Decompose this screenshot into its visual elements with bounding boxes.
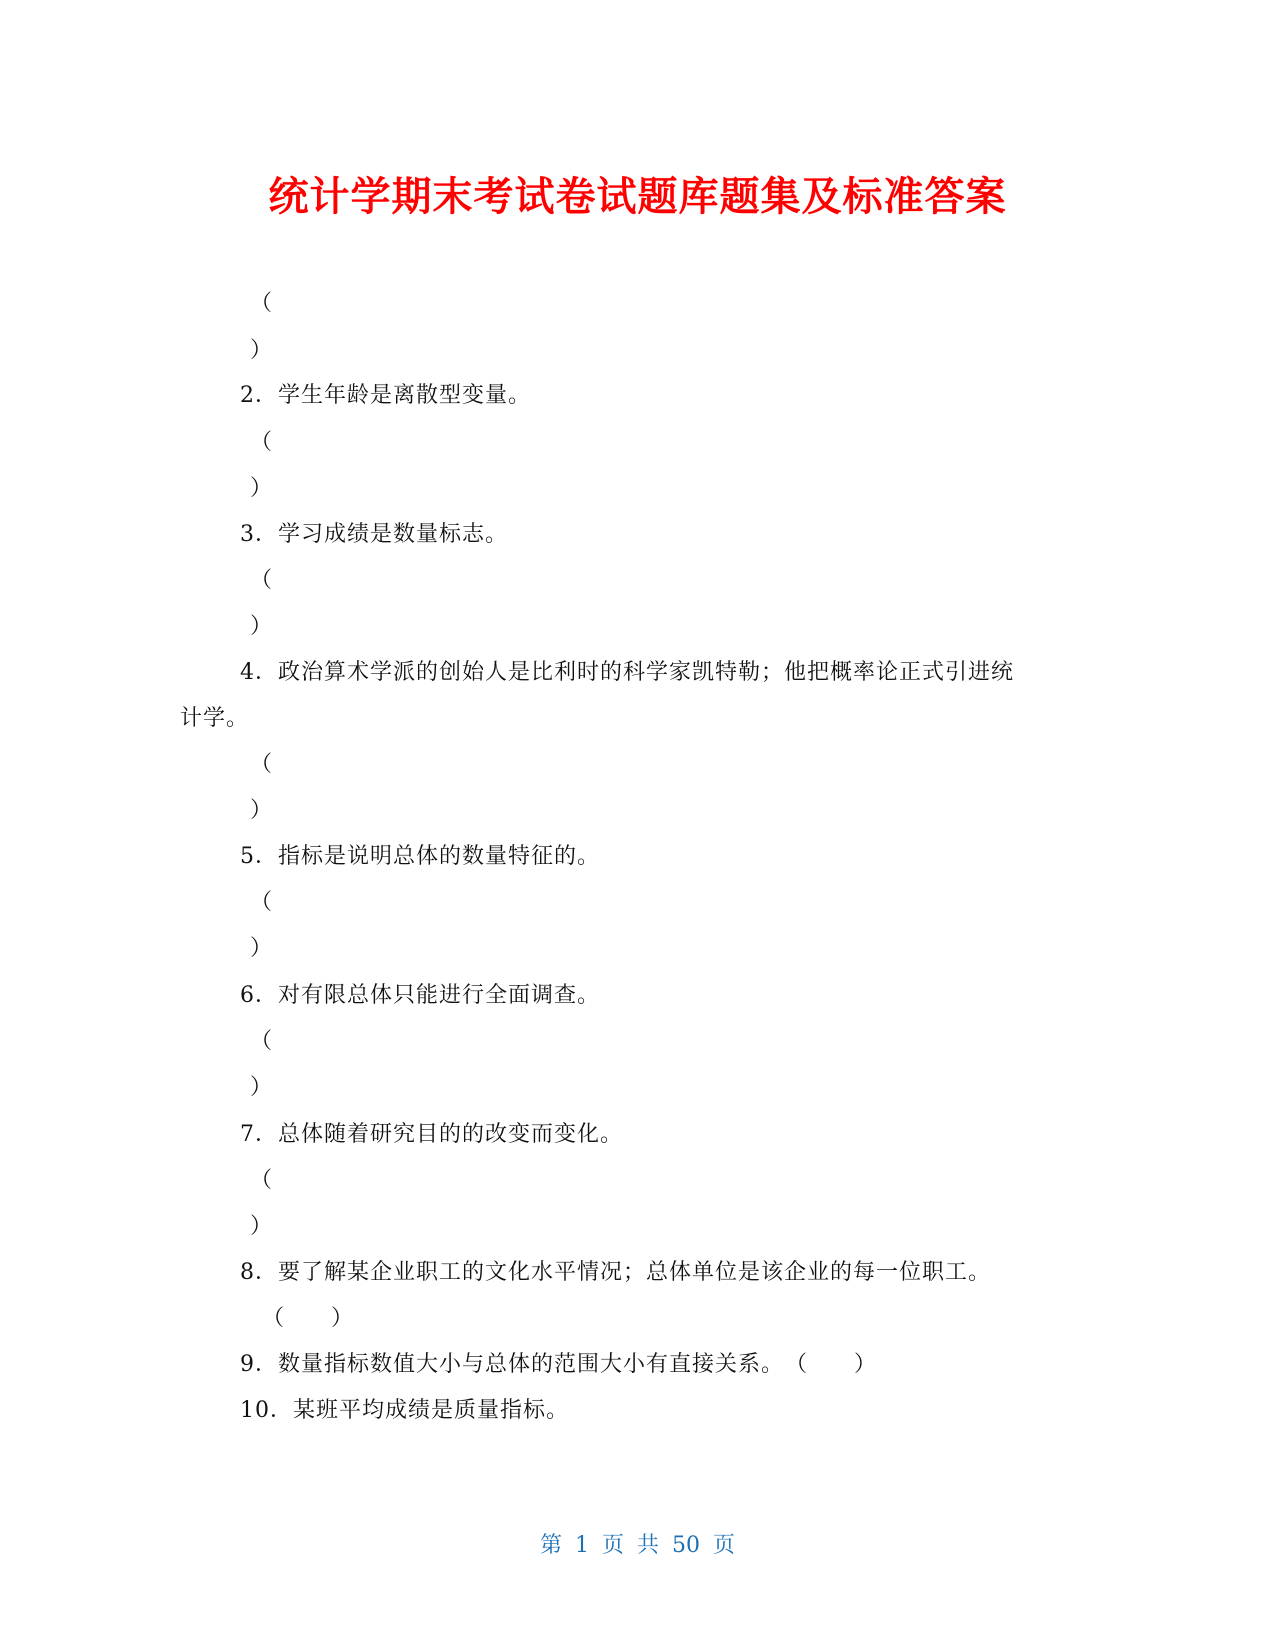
answer-open-paren: （ bbox=[250, 1168, 274, 1193]
answer-close-paren: ） bbox=[250, 338, 274, 363]
answer-close-paren: ） bbox=[250, 798, 274, 823]
answer-open-paren: （ bbox=[250, 1029, 274, 1054]
question-10: 10．某班平均成绩是质量指标。 bbox=[240, 1398, 569, 1423]
question-2: 2．学生年龄是离散型变量。 bbox=[240, 383, 531, 408]
document-title: 统计学期末考试卷试题库题集及标准答案 bbox=[268, 174, 1007, 220]
answer-open-paren: （ bbox=[250, 568, 274, 593]
answer-close-paren: ） bbox=[250, 1214, 274, 1239]
question-6: 6．对有限总体只能进行全面调查。 bbox=[240, 983, 600, 1008]
question-4: 4．政治算术学派的创始人是比利时的科学家凯特勒；他把概率论正式引进统 bbox=[240, 660, 1014, 685]
answer-open-paren: （ bbox=[250, 752, 274, 777]
question-7: 7．总体随着研究目的的改变而变化。 bbox=[240, 1122, 623, 1147]
answer-open-paren: （ bbox=[250, 430, 274, 455]
answer-close-paren: ） bbox=[250, 614, 274, 639]
answer-open-paren: （ bbox=[250, 890, 274, 915]
question-9: 9．数量指标数值大小与总体的范围大小有直接关系。 （ ） bbox=[240, 1352, 877, 1377]
question-4-continued: 计学。 bbox=[180, 706, 250, 731]
question-3: 3．学习成绩是数量标志。 bbox=[240, 522, 508, 547]
answer-parens: （ ） bbox=[262, 1306, 355, 1331]
question-5: 5．指标是说明总体的数量特征的。 bbox=[240, 844, 600, 869]
answer-open-paren: （ bbox=[250, 291, 274, 316]
page-footer: 第 1 页 共 50 页 bbox=[540, 1533, 735, 1558]
answer-close-paren: ） bbox=[250, 1075, 274, 1100]
answer-close-paren: ） bbox=[250, 476, 274, 501]
answer-close-paren: ） bbox=[250, 936, 274, 961]
question-8: 8．要了解某企业职工的文化水平情况；总体单位是该企业的每一位职工。 bbox=[240, 1260, 991, 1285]
